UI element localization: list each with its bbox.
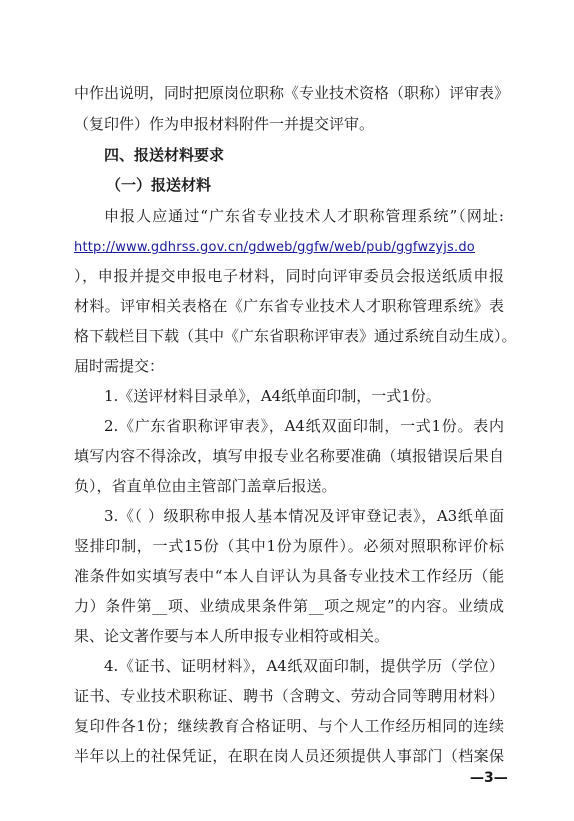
section-heading: 四、报送材料要求 [104, 146, 225, 164]
body-line: 届时需提交： [74, 357, 165, 375]
list-item-3: 3.《（ ）级职称申报人基本情况及评审登记表》，A3纸单面 [104, 507, 504, 525]
body-line: 果、论文著作要与本人所申报专业相符或相关。 [74, 627, 390, 645]
website-link[interactable]: http://www.gdhrss.gov.cn/gdweb/ggfw/web/pub/ggfwzyjs.do [74, 240, 475, 255]
body-line: 填写内容不得涂改，填写申报专业名称要准确（填报错误后果自 [74, 447, 504, 465]
body-line: 准条件如实填写表中“本人自评认为具备专业技术工作经历（能 [74, 567, 504, 585]
list-item-4: 4.《证书、证明材料》，A4纸双面印制，提供学历（学位） [104, 657, 504, 675]
body-line: 负），省直单位由主管部门盖章后报送。 [74, 477, 337, 495]
body-line: 格下载栏目下载（其中《广东省职称评审表》通过系统自动生成）。 [74, 327, 517, 345]
url-line[interactable] [74, 236, 504, 258]
body-line: 证书、专业技术职称证、聘书（含聘文、劳动合同等聘用材料） [74, 687, 504, 705]
list-item-2: 2.《广东省职称评审表》，A4纸双面印制，一式1份。表内 [104, 417, 504, 435]
body-line: 力）条件第__项、业绩成果条件第__项之规定”的内容。业绩成 [74, 597, 504, 615]
page-number: —3— [470, 770, 508, 786]
body-line: （复印件）作为申报材料附件一并提交评审。 [74, 115, 375, 133]
body-line: 材料。评审相关表格在《广东省专业技术人才职称管理系统》表 [74, 297, 504, 315]
list-item-1: 1.《送评材料目录单》，A4纸单面印制，一式1份。 [104, 387, 441, 405]
body-line: 申报人应通过“广东省专业技术人才职称管理系统”（网址: [104, 207, 504, 225]
body-line: 竖排印制，一式15份（其中1份为原件）。必须对照职称评价标 [74, 537, 504, 555]
subsection-heading: （一）报送材料 [106, 176, 212, 194]
body-line: 复印件各1份；继续教育合格证明、与个人工作经历相同的连续 [74, 717, 504, 735]
body-line: 中作出说明，同时把原岗位职称《专业技术资格（职称）评审表》 [74, 84, 510, 102]
body-line: ），申报并提交申报电子材料，同时向评审委员会报送纸质申报 [74, 267, 504, 285]
body-line: 半年以上的社保凭证，在职在岗人员还须提供人事部门（档案保 [74, 747, 504, 765]
